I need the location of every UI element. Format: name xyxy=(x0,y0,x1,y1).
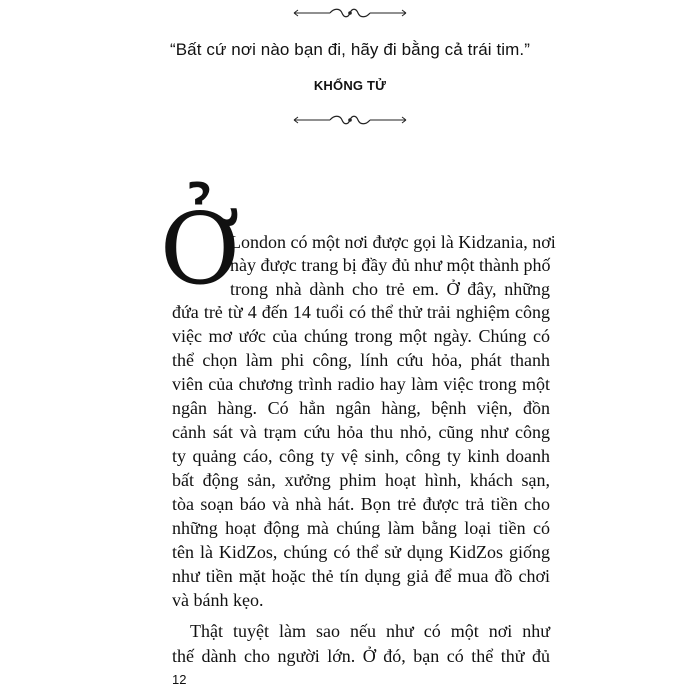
paragraph1-line: những hoạt động mà chúng làm bằng loại tiền có xyxy=(172,518,550,538)
paragraph1-line: tên là KidZos, chúng có thể sử dụng KidZos giống xyxy=(172,542,550,562)
ornament-divider-top xyxy=(290,6,410,20)
page-number: 12 xyxy=(172,672,187,687)
paragraph1-line: viên của chương trình radio hay làm việc trong một xyxy=(172,374,550,394)
paragraph1-line: trong nhà dành cho trẻ em. Ở đây, những xyxy=(230,279,550,299)
paragraph1-line: cảnh sát và trạm cứu hỏa thu nhỏ, cũng như công xyxy=(172,422,550,442)
paragraph1-line: việc mơ ước của chúng trong một ngày. Chúng có xyxy=(172,326,550,346)
paragraph1-line: và bánh kẹo. xyxy=(172,590,264,610)
paragraph2-line: Thật tuyệt làm sao nếu như có một nơi như xyxy=(190,621,550,641)
epigraph-author: KHỔNG TỬ xyxy=(313,78,387,93)
paragraph1-line: thể chọn làm phi công, lính cứu hỏa, phát thanh xyxy=(172,350,550,370)
paragraph1-line: ty quảng cáo, công ty vệ sinh, công ty kinh doanh xyxy=(172,446,550,466)
paragraph1-line: như tiền mặt hoặc thẻ tín dụng giả để mua đồ chơi xyxy=(172,566,550,586)
drop-cap-letter: Ở xyxy=(160,193,241,307)
paragraph1-line: này được trang bị đầy đủ như một thành phố xyxy=(230,255,551,275)
paragraph2-line: thế dành cho người lớn. Ở đó, bạn có thể thử đủ xyxy=(172,646,550,666)
paragraph1-line: tòa soạn báo và nhà hát. Bọn trẻ được trả tiền cho xyxy=(172,494,550,514)
epigraph-quote: “Bất cứ nơi nào bạn đi, hãy đi bằng cả trái tim.” xyxy=(169,40,531,59)
paragraph1-line: London có một nơi được gọi là Kidzania, nơi xyxy=(230,232,556,252)
paragraph1-line: bất động sản, xưởng phim hoạt hình, khách sạn, xyxy=(172,470,550,490)
paragraph1-line: ngân hàng. Có hẳn ngân hàng, bệnh viện, đồn xyxy=(172,398,550,418)
ornament-divider-bottom xyxy=(290,113,410,127)
paragraph1-line: đứa trẻ từ 4 đến 14 tuổi có thể thử trải nghiệm công xyxy=(172,302,550,322)
